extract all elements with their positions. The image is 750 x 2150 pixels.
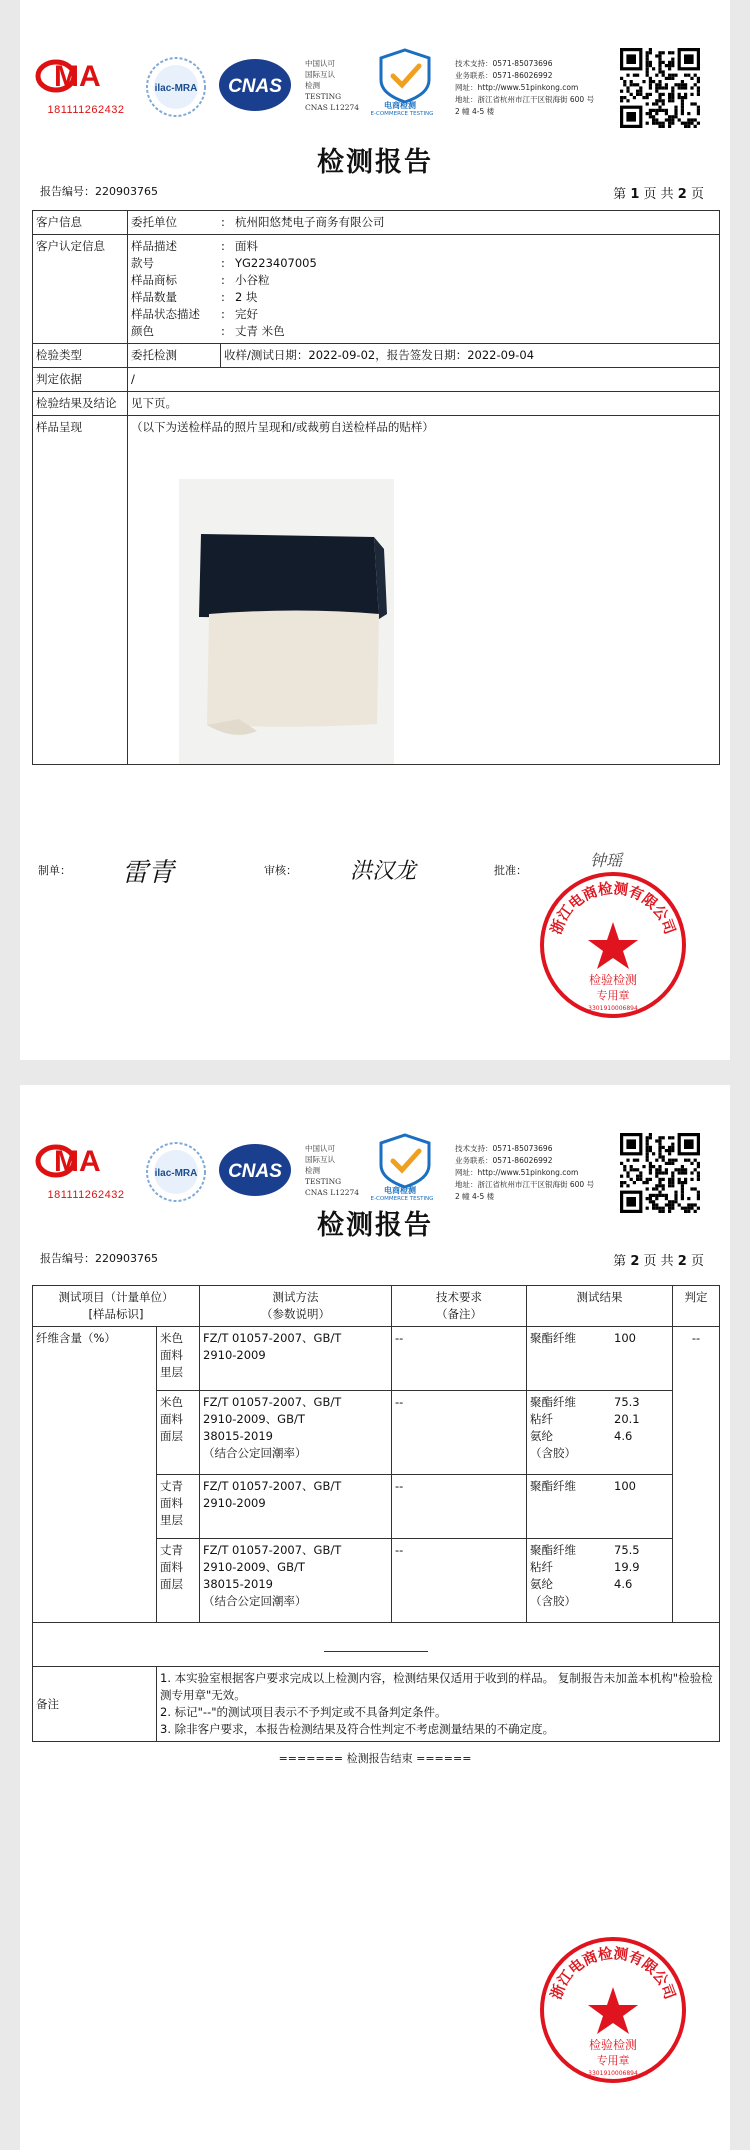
conclusion-value: 见下页。 [128,392,720,416]
page-indicator [613,1250,704,1269]
accred-line: 中国认可 [305,59,335,68]
contact-line: 技术支持：0571-85073696 [455,59,553,68]
col-header-item [33,1286,200,1327]
test-method: FZ/T 01057-2007、GB/T 2910-2009、GB/T 38015-2019 （结合公定回潮率） [200,1391,392,1475]
notes-content [157,1667,720,1742]
ecommerce-caption: 电商检测 [384,1186,416,1195]
table-row: 客户信息 委托单位 : 杭州阳悠梵电子商务有限公司 [33,211,720,235]
row-label: 判定依据 [33,368,128,392]
page-prefix: 第 [613,187,627,202]
test-item-name: 纤维含量（%） [33,1327,157,1623]
row-label: 样品呈现 [33,416,128,765]
info-value: 丈青 米色 [235,324,285,338]
accred-line: TESTING [305,92,342,101]
info-value: 小谷粒 [235,273,270,287]
contact-info [455,58,594,118]
accred-line: TESTING [305,1177,342,1186]
test-method: FZ/T 01057-2007、GB/T 2910-2009 [200,1327,392,1391]
cnas-logo [218,58,292,112]
info-value: 2 块 [235,290,258,304]
ecommerce-caption-en: E-COMMERCE TESTING [370,1196,434,1202]
table-row [33,416,720,765]
review-signature: 洪汉龙 [350,859,417,884]
ilac-mra-logo [145,1141,207,1203]
seal-center-text-2: 专用章 [596,2054,630,2067]
row-label: 客户认定信息 [33,235,128,344]
seal-code: 3301910006894 [588,2070,638,2077]
test-method: FZ/T 01057-2007、GB/T 2910-2009 [200,1475,392,1539]
test-result: 聚酯纤维 100 [527,1327,673,1391]
official-seal-stamp [538,870,688,1020]
row-label: 检验结果及结论 [33,392,128,416]
page-total: 2 [677,1254,687,1269]
cnas-text: CNAS [228,76,282,97]
seal-center-text: 检验检测 [588,2038,638,2052]
note-item: 3. 除非客户要求，本报告检测结果及符合性判定不考虑测量结果的不确定度。 [160,1722,555,1736]
accred-line: 国际互认 [305,70,335,79]
cma-text: MA [54,1145,101,1178]
col-header-requirement [392,1286,527,1327]
ilac-mra-logo [145,56,207,118]
dates: 收样/测试日期：2022-09-02，报告签发日期：2022-09-04 [221,344,720,368]
sample-label: 丈青 面料 面层 [157,1539,200,1623]
contact-line: 网址：http://www.51pinkong.com [455,83,579,92]
accreditation-text [305,58,359,113]
info-key: 样品数量 [131,290,177,304]
seal-ring-text: 浙江电商检测有限公司 [547,1945,679,2002]
contact-line: 网址：http://www.51pinkong.com [455,1168,579,1177]
accred-line: 国际互认 [305,1155,335,1164]
qr-code [620,1133,700,1213]
col-header-subtext: （参数说明） [261,1307,330,1321]
sample-label: 米色 面料 里层 [157,1327,200,1391]
cnas-text: CNAS [228,1161,282,1182]
contact-info [455,1143,594,1203]
approve-signature: 钟瑶 [590,851,623,870]
info-key: 样品描述 [131,239,177,253]
cnas-logo [218,1143,292,1197]
technical-requirement: -- [392,1327,527,1391]
seal-center-text-2: 专用章 [596,989,630,1002]
page-mid: 页 共 [643,1254,674,1269]
report-header [20,0,730,140]
notes-row [33,1667,720,1742]
info-key: 样品商标 [131,273,177,287]
col-header-subtext: （备注） [436,1307,482,1321]
col-header-text: 测试方法 [272,1290,319,1304]
table-end-divider [33,1623,720,1667]
approve-label: 批准： [494,864,527,877]
technical-requirement: -- [392,1475,527,1539]
col-header-text: 技术要求 [436,1290,482,1304]
row-label: 检验类型 [33,344,128,368]
info-value: YG223407005 [235,256,317,270]
seal-ring-text: 浙江电商检测有限公司 [547,880,679,937]
accred-line: 检测 [305,81,320,90]
accreditation-text [305,1143,359,1198]
page-number: 1 [630,187,640,202]
cma-number: 181111262432 [47,1189,125,1201]
col-header-result: 测试结果 [527,1286,673,1327]
contact-line: 2 幢 4-5 楼 [455,107,495,116]
accred-line: 中国认可 [305,1144,335,1153]
info-value: 完好 [235,307,258,321]
test-results-table [32,1285,720,1742]
contact-line: 业务联系：0571-86026992 [455,1156,553,1165]
note-item: 1. 本实验室根据客户要求完成以上检测内容，检测结果仅适用于收到的样品。 复制报告未加盖本机构"检验检测专用章"无效。 [160,1671,713,1702]
official-seal-stamp [538,1935,688,2085]
sample-photo [179,479,394,764]
report-number: 报告编号：220903765 [40,185,158,198]
page-total: 2 [677,187,687,202]
ecommerce-caption: 电商检测 [384,101,416,110]
judgement: -- [673,1327,720,1623]
info-value: 面料 [235,239,258,253]
table-row [33,368,720,392]
accred-line: 检测 [305,1166,320,1175]
page-suffix: 页 [690,1254,704,1269]
cma-number: 181111262432 [47,104,125,116]
report-page-1 [20,0,730,1060]
ilac-text: ilac-MRA [154,1168,198,1179]
table-row [33,392,720,416]
table-header-row [33,1286,720,1327]
qr-code [620,48,700,128]
info-key: 款号 [131,256,154,270]
review-label: 审核： [264,864,297,877]
accred-line: CNAS L12274 [305,1188,360,1197]
page-mid: 页 共 [643,187,674,202]
test-method: FZ/T 01057-2007、GB/T 2910-2009、GB/T 38015-2019 （结合公定回潮率） [200,1539,392,1623]
sample-label: 丈青 面料 里层 [157,1475,200,1539]
report-page-2 [20,1085,730,2150]
ilac-text: ilac-MRA [154,83,198,94]
note-item: 2. 标记"--"的测试项目表示不予判定或不具备判定条件。 [160,1705,447,1719]
contact-line: 地址：浙江省杭州市江干区银海街 600 号 [455,1180,595,1189]
table-row [33,344,720,368]
prepared-signature: 雷青 [122,858,175,888]
report-number: 报告编号：220903765 [40,1252,158,1265]
report-title: 检测报告 [317,147,433,178]
page-prefix: 第 [613,1254,627,1269]
seal-code: 3301910006894 [588,1005,638,1012]
client-key: 委托单位 [131,215,177,229]
test-result: 聚酯纤维 75.5 粘纤 19.9 氨纶 4.6 （含胶） [527,1539,673,1623]
col-header-judgement: 判定 [673,1286,720,1327]
test-result: 聚酯纤维 100 [527,1475,673,1539]
ecommerce-caption-en: E-COMMERCE TESTING [370,111,434,117]
row-label: 客户信息 [33,211,128,235]
contact-line: 2 幢 4-5 楼 [455,1192,495,1201]
page-suffix: 页 [690,187,704,202]
notes-label: 备注 [33,1667,157,1742]
accred-line: CNAS L12274 [305,103,360,112]
sample-label: 米色 面料 面层 [157,1391,200,1475]
test-result: 聚酯纤维 75.3 粘纤 20.1 氨纶 4.6 （含胶） [527,1391,673,1475]
col-header-text: 测试项目（计量单位） [58,1290,174,1304]
col-header-subtext: [样品标识] [88,1307,144,1321]
page-number: 2 [630,1254,640,1269]
report-info-table [32,210,720,765]
report-end-marker: ======= 检测报告结束 ====== [278,1752,472,1765]
sample-note: （以下为送检样品的照片呈现和/或裁剪自送检样品的贴样） [131,420,434,434]
table-row: 客户认定信息 样品描述 : 面料 款号 : YG223407005 样品商标 : 小谷粒 样品数量 : 2 块 样品状态描述 : 完好 颜色 : 丈青 米色 [33,235,720,344]
contact-line: 技术支持：0571-85073696 [455,1144,553,1153]
technical-requirement: -- [392,1391,527,1475]
contact-line: 业务联系：0571-86026992 [455,71,553,80]
info-key: 样品状态描述 [131,307,200,321]
client-value: 杭州阳悠梵电子商务有限公司 [235,215,385,229]
page-indicator [613,183,704,202]
info-key: 颜色 [131,324,154,338]
seal-center-text: 检验检测 [588,973,638,987]
basis-value: / [128,368,720,392]
report-title: 检测报告 [317,1210,433,1241]
prepared-label: 制单： [38,864,71,877]
table-row [33,1623,720,1667]
contact-line: 地址：浙江省杭州市江干区银海街 600 号 [455,95,595,104]
col-header-method [200,1286,392,1327]
cma-text: MA [54,60,101,93]
technical-requirement: -- [392,1539,527,1623]
table-row [33,1327,720,1391]
inspection-type: 委托检测 [128,344,221,368]
